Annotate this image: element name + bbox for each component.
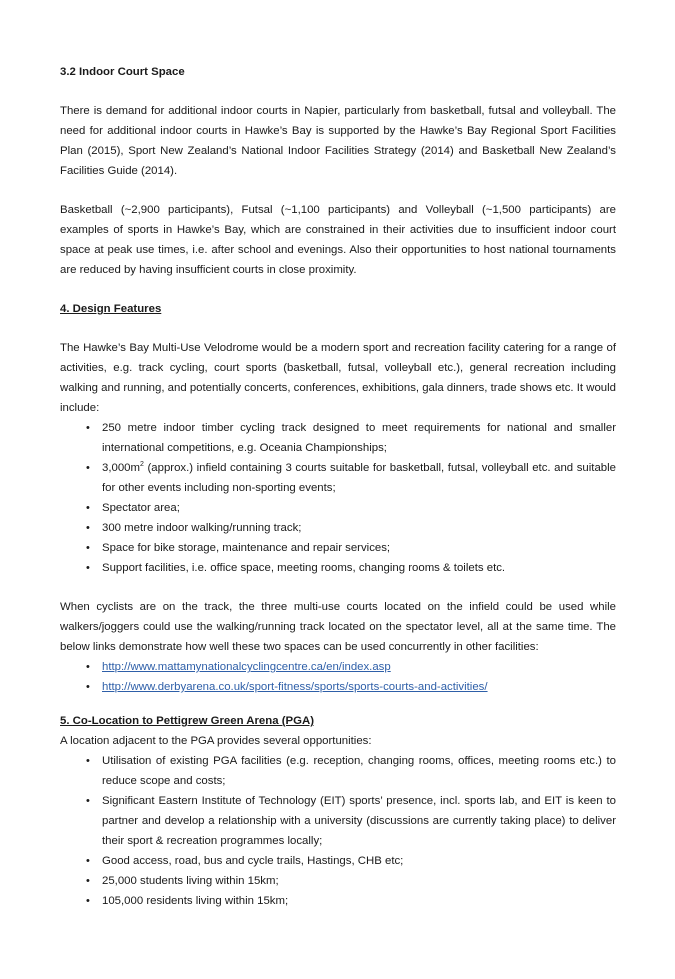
bullet-icon: • bbox=[86, 795, 90, 807]
bullet-icon: • bbox=[86, 562, 90, 574]
list-item: • Good access, road, bus and cycle trails, Hastings, CHB etc; bbox=[102, 851, 616, 871]
section-4-paragraph-2: When cyclists are on the track, the three multi-use courts located on the infield could be used while walkers/joggers could use the walking/running track located on the spectator level, all at the same time. The below links demonstrate how well these two spaces can be used concurrently in other facilities: bbox=[60, 601, 616, 653]
bullet-icon: • bbox=[86, 855, 90, 867]
section-3-2-paragraph-1: There is demand for additional indoor courts in Napier, particularly from basketball, futsal and volleyball. The need for additional indoor courts in Hawke’s Bay is supported by the Hawke’s Bay Regional Sport Facilities Plan (2015), Sport New Zealand’s National Indoor Facilities Strategy (2014) and Basketball New Zealand’s Facilities Guide (2014). bbox=[60, 105, 616, 177]
list-item: • 300 metre indoor walking/running track; bbox=[102, 518, 616, 538]
bullet-icon: • bbox=[86, 542, 90, 554]
section-4-heading: 4. Design Features bbox=[60, 303, 162, 315]
mattamy-centre-link[interactable]: http://www.mattamynationalcyclingcentre.ca/en/index.asp bbox=[102, 661, 391, 673]
list-item bbox=[86, 677, 616, 697]
bullet-icon: • bbox=[86, 895, 90, 907]
bullet-icon: • bbox=[86, 681, 90, 693]
list-item: • 105,000 residents living within 15km; bbox=[102, 891, 616, 911]
section-5-heading: 5. Co-Location to Pettigrew Green Arena (PGA) bbox=[60, 715, 314, 727]
section-3-2-heading: 3.2 Indoor Court Space bbox=[60, 66, 185, 78]
bullet-icon: • bbox=[86, 522, 90, 534]
bullet-icon: • bbox=[86, 661, 90, 673]
bullet-icon: • bbox=[86, 422, 90, 434]
list-item bbox=[86, 657, 616, 677]
list-item: • Spectator area; bbox=[102, 498, 616, 518]
bullet-icon: • bbox=[86, 755, 90, 767]
list-item: • Utilisation of existing PGA facilities (e.g. reception, changing rooms, offices, meeting rooms etc.) to reduce scope and costs; bbox=[102, 751, 616, 791]
section-4-intro: The Hawke’s Bay Multi-Use Velodrome would be a modern sport and recreation facility catering for a range of activities, e.g. track cycling, court sports (basketball, futsal, volleyball etc.), general recreation including walking and running, and potentially concerts, conferences, exhibitions, gala dinners, trade shows etc. It would include: bbox=[60, 342, 616, 414]
list-item: • Space for bike storage, maintenance and repair services; bbox=[102, 538, 616, 558]
bullet-icon: • bbox=[86, 502, 90, 514]
list-item: • 250 metre indoor timber cycling track designed to meet requirements for national and smaller international competitions, e.g. Oceania Championships; bbox=[102, 418, 616, 458]
list-item: • Significant Eastern Institute of Technology (EIT) sports’ presence, incl. sports lab, and EIT is keen to partner and develop a relationship with a university (discussions are currently taking place) to deliver their sport & recreation programmes locally; bbox=[102, 791, 616, 851]
bullet-icon: • bbox=[86, 462, 90, 474]
list-item: • $3,000m^2$ (approx.) infield containing 3 courts suitable for basketball, futsal, volleyball etc. and suitable for other events including non-sporting events; bbox=[102, 458, 616, 498]
section-5-bullet-list bbox=[60, 751, 616, 911]
list-item: • Support facilities, i.e. office space, meeting rooms, changing rooms & toilets etc. bbox=[102, 558, 616, 578]
section-4-bullet-list bbox=[60, 418, 616, 578]
bullet-icon: • bbox=[86, 875, 90, 887]
section-5-intro: A location adjacent to the PGA provides several opportunities: bbox=[60, 735, 372, 747]
section-3-2-paragraph-2: Basketball (~2,900 participants), Futsal (~1,100 participants) and Volleyball (~1,500 participants) are examples of sports in Hawke’s Bay, which are constrained in their activities due to insufficient indoor court space at peak use times, i.e. after school and evenings. Also their opportunities to host national tournaments are reduced by having insufficient courts in close proximity. bbox=[60, 204, 616, 276]
list-item: • 25,000 students living within 15km; bbox=[102, 871, 616, 891]
section-4-link-list bbox=[60, 657, 616, 697]
derby-arena-link[interactable]: http://www.derbyarena.co.uk/sport-fitness/sports/sports-courts-and-activities/ bbox=[102, 681, 488, 693]
